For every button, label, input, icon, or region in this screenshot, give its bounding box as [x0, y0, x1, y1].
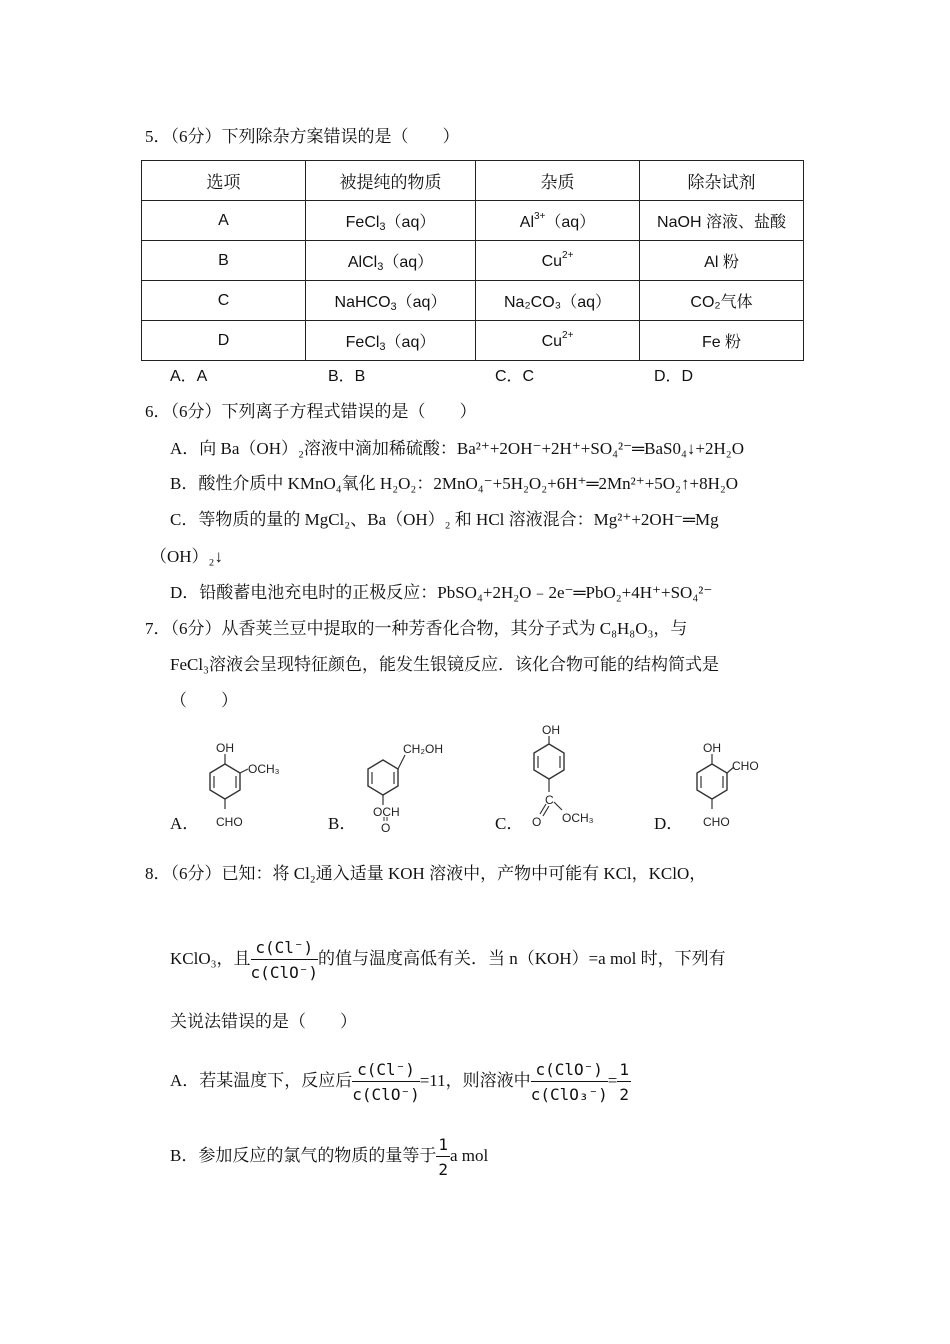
fraction-clo-clo3: $\frac{\text{c(ClO⁻)}}{\text{c(ClO₃⁻)}}$	[530, 1060, 608, 1104]
header-reagent: 除杂试剂	[640, 161, 804, 201]
cell-reagent: Fe 粉	[640, 321, 804, 361]
fraction-one-half: $\frac{1}{2}$	[438, 1135, 448, 1179]
svg-text:O: O	[532, 815, 542, 829]
svg-text:CHO: CHO	[732, 759, 759, 773]
svg-text:OCH: OCH	[373, 805, 400, 819]
q5-choice-a: A．A	[170, 368, 208, 385]
svg-text:OCH₃: OCH₃	[248, 762, 280, 776]
structure-d	[682, 742, 782, 836]
table-row	[142, 281, 804, 321]
svg-text:O: O	[381, 821, 391, 835]
q5-table	[141, 160, 804, 361]
fraction-cl-clo: $\frac{c(Cl^-)}{\text{c(ClO⁻)}}$	[250, 938, 318, 982]
q5-choice-b: B．B	[328, 368, 366, 385]
cell-substance: FeCl$_3$（aq）	[306, 321, 476, 361]
structure-c	[522, 722, 622, 832]
svg-text:OH: OH	[703, 742, 721, 755]
cell-option: B	[142, 241, 306, 281]
q6-option-d: D．铅酸蓄电池充电时的正极反应：PbSO₄+2H₂O﹣2e⁻═PbO₂+4H⁺+SO₄²⁻	[170, 583, 713, 602]
svg-text:OH: OH	[216, 742, 234, 755]
cell-impurity: $Cu^{2+}$	[476, 321, 640, 361]
cell-impurity: $Al^{3+}(aq)$	[476, 201, 640, 241]
q7-line1: 7．（6分）从香荚兰豆中提取的一种芳香化合物，其分子式为 C₈H₈O₃，与	[145, 619, 688, 638]
q6-stem: 6．（6分）下列离子方程式错误的是（ ）	[145, 402, 477, 421]
table-header-row	[142, 161, 804, 201]
cell-substance: AlCl$_3$（aq）	[306, 241, 476, 281]
cell-reagent: CO₂气体	[640, 281, 804, 321]
svg-text:CHO: CHO	[216, 815, 243, 829]
cell-option: C	[142, 281, 306, 321]
cell-option: D	[142, 321, 306, 361]
q7-choice-a: A．	[170, 814, 200, 833]
svg-text:OCH₃: OCH₃	[562, 811, 594, 825]
table-row	[142, 241, 804, 281]
svg-text:CH₂OH: CH₂OH	[403, 742, 443, 756]
q7-line2: FeCl₃溶液会呈现特征颜色，能发生银镜反应．该化合物可能的结构简式是	[170, 655, 719, 674]
fraction-cl-clo: $\frac{c(Cl^-)}{\text{c(ClO⁻)}}$	[352, 1060, 420, 1104]
q8-line2: KClO₃，且 $\frac{c(Cl^-)}{\text{c(ClO⁻)}}$ 的值与温度高低有关．当 n（KOH）=a mol 时，下列有	[170, 938, 726, 982]
q8-option-b: B．参加反应的氯气的物质的量等于 $\frac{1}{2}$ a mol	[170, 1135, 489, 1179]
cell-impurity: $Cu^{2+}$	[476, 241, 640, 281]
table-row	[142, 201, 804, 241]
q5-choice-d: D．D	[654, 368, 694, 385]
q8-line3: 关说法错误的是（ ）	[170, 1012, 357, 1031]
cell-substance: FeCl$_3$（aq）	[306, 201, 476, 241]
svg-text:C: C	[545, 793, 554, 807]
svg-text:CHO: CHO	[703, 815, 730, 829]
header-impurity: 杂质	[476, 161, 640, 201]
q8-line1: 8．（6分）已知：将 Cl₂通入适量 KOH 溶液中，产物中可能有 KCl，KClO，	[145, 864, 707, 883]
cell-option: A	[142, 201, 306, 241]
q7-choice-c: C．	[495, 814, 524, 833]
q8-option-a: A．若某温度下，反应后 $\frac{c(Cl^-)}{\text{c(ClO⁻)}}$ =11，则溶液中 $\frac{\text{c(ClO⁻)}}{\text{c(ClO₃⁻)}}$ = $\frac{1}{2}$	[170, 1060, 629, 1104]
cell-reagent: NaOH 溶液、盐酸	[640, 201, 804, 241]
structure-a	[192, 742, 292, 836]
q6-option-b: B．酸性介质中 KMnO₄氧化 H₂O₂：2MnO₄⁻+5H₂O₂+6H⁺═2Mn²⁺+5O₂↑+8H₂O	[170, 474, 739, 493]
cell-reagent: Al 粉	[640, 241, 804, 281]
q7-line3: （ ）	[170, 691, 238, 710]
structure-b	[355, 735, 455, 835]
fraction-one-half: $\frac{1}{2}$	[619, 1060, 629, 1104]
q6-option-c: C．等物质的量的 MgCl₂、Ba（OH）₂ 和 HCl 溶液混合：Mg²⁺+2OH⁻═Mg	[170, 510, 719, 529]
q6-option-c-cont: （OH）₂↓	[150, 547, 223, 566]
q5-stem: 5．（6分）下列除杂方案错误的是（ ）	[145, 127, 460, 146]
q7-choice-b: B．	[328, 814, 357, 833]
table-row	[142, 321, 804, 361]
svg-text:OH: OH	[542, 723, 560, 737]
cell-impurity: Na₂CO₃（aq）	[476, 281, 640, 321]
header-substance: 被提纯的物质	[306, 161, 476, 201]
q7-choice-d: D．	[654, 814, 684, 833]
q6-option-a: A．向 Ba（OH）₂溶液中滴加稀硫酸：Ba²⁺+2OH⁻+2H⁺+SO₄²⁻═BaS0₄↓+2H₂O	[170, 439, 744, 458]
cell-substance: NaHCO$_3$（aq）	[306, 281, 476, 321]
header-option: 选项	[142, 161, 306, 201]
q5-choice-c: C．C	[495, 368, 535, 385]
